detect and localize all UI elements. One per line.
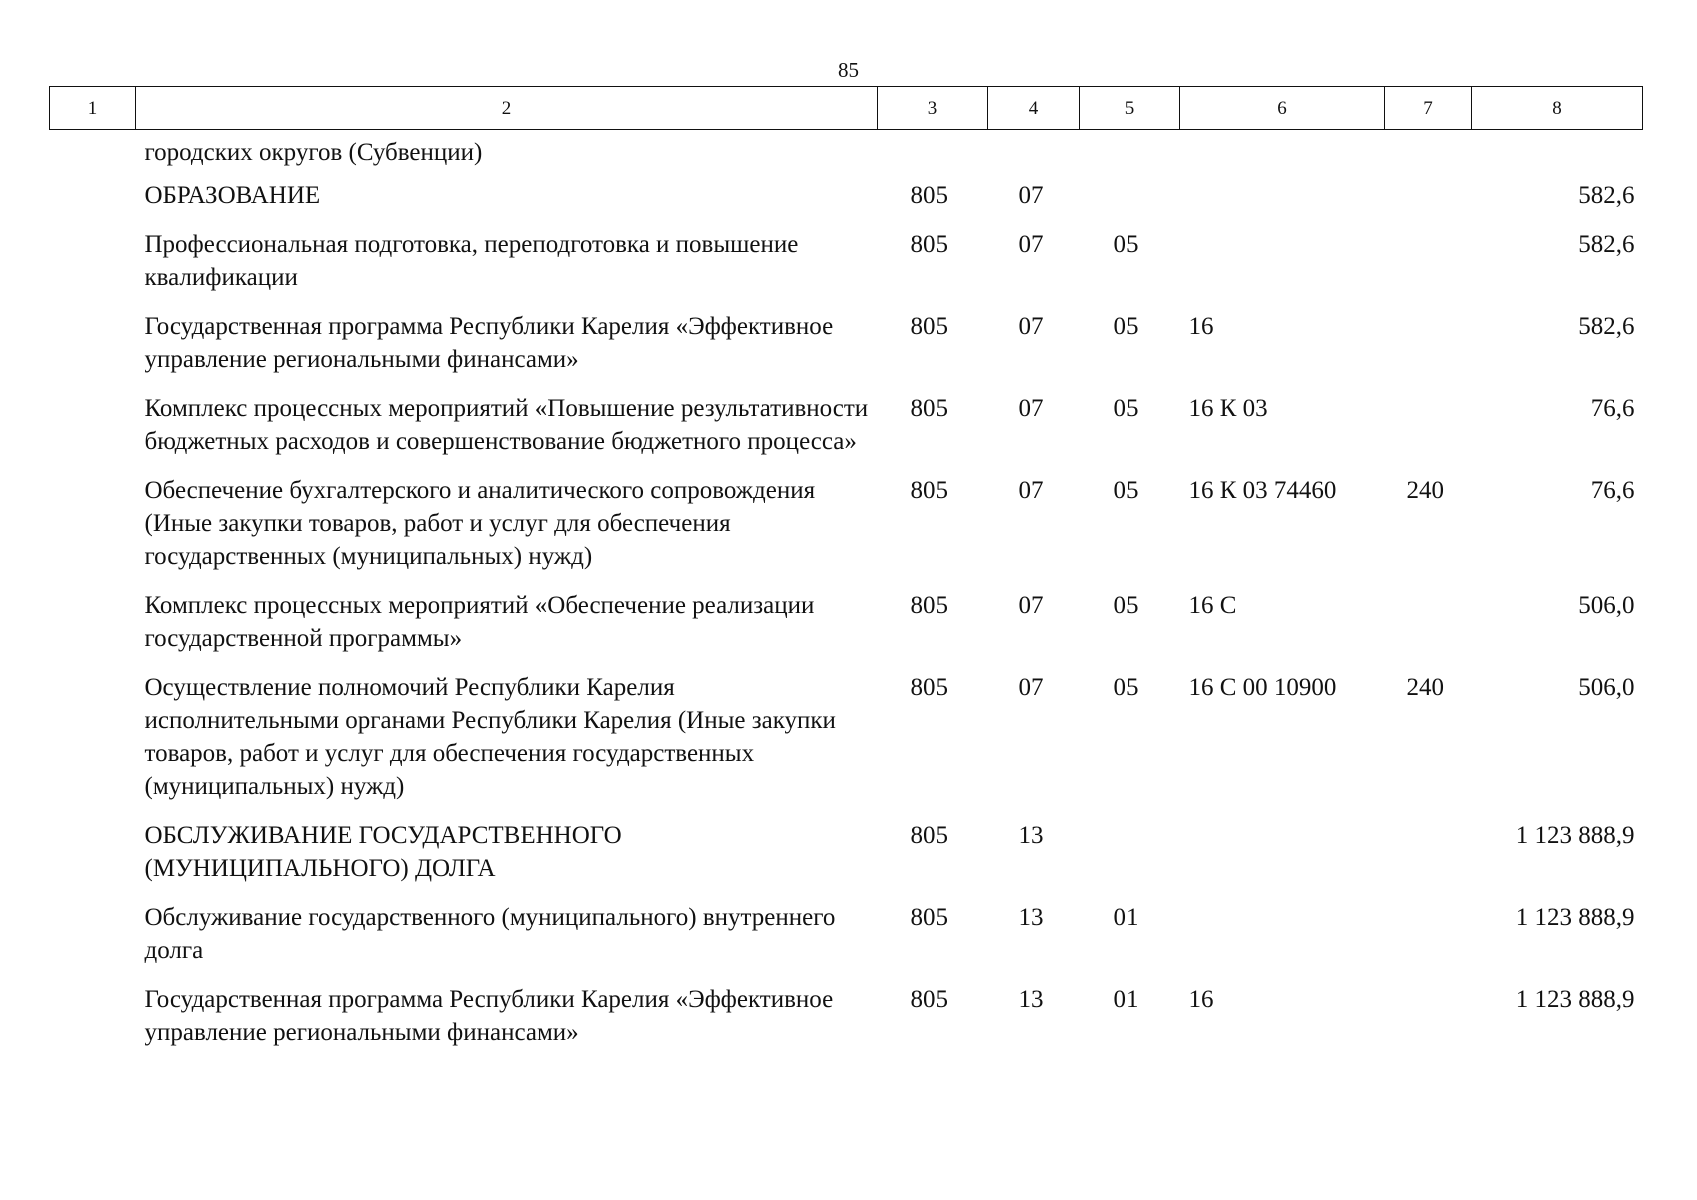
column-header-1: 1 [50, 87, 136, 130]
row-gr: 805 [910, 904, 948, 931]
row-sum: 76,6 [1590, 395, 1635, 422]
row-sum: 1 123 888,9 [1515, 904, 1635, 931]
table-row [50, 819, 1643, 901]
row-sum: 582,6 [1578, 313, 1635, 340]
row-vr [1385, 392, 1472, 474]
row-gr: 805 [910, 674, 948, 701]
row-gr: 805 [910, 313, 948, 340]
row-rz [988, 130, 1080, 180]
row-number [50, 228, 136, 310]
row-rz: 13 [1018, 822, 1044, 849]
row-vr: 240 [1406, 674, 1444, 701]
row-cs [1180, 228, 1385, 310]
table-row [50, 392, 1643, 474]
row-gr: 805 [910, 986, 948, 1013]
row-pr: 01 [1113, 904, 1139, 931]
row-rz: 07 [1018, 395, 1044, 422]
row-rz: 13 [1018, 904, 1044, 931]
row-cs [1180, 130, 1385, 180]
table-row [50, 671, 1643, 819]
row-name: Государственная программа Республики Карелия «Эффективное управление региональными финансами» [144, 986, 834, 1046]
row-number [50, 983, 136, 1065]
row-gr: 805 [910, 182, 948, 209]
row-pr: 05 [1113, 231, 1139, 258]
row-sum: 76,6 [1590, 477, 1635, 504]
row-rz: 07 [1018, 231, 1044, 258]
row-sum: 1 123 888,9 [1515, 986, 1635, 1013]
table-row [50, 901, 1643, 983]
column-header-6: 6 [1180, 87, 1385, 130]
table-row [50, 589, 1643, 671]
table-row [50, 474, 1643, 589]
row-name: Комплекс процессных мероприятий «Обеспечение реализации государственной программы» [144, 592, 815, 652]
row-sum: 582,6 [1578, 182, 1635, 209]
column-header-5: 5 [1080, 87, 1180, 130]
row-vr: 240 [1406, 477, 1444, 504]
row-cs [1180, 901, 1385, 983]
row-name: Комплекс процессных мероприятий «Повышение результативности бюджетных расходов и совершенствование бюджетного процесса» [144, 395, 869, 455]
column-header-7: 7 [1385, 87, 1472, 130]
row-number [50, 474, 136, 589]
row-sum: 506,0 [1578, 592, 1635, 619]
row-name: Осуществление полномочий Республики Карелия исполнительными органами Республики Карелия (Иные закупки товаров, работ и услуг для обеспечения государственных (муниципальных) нужд) [144, 674, 836, 800]
row-vr [1385, 179, 1472, 228]
row-rz: 07 [1018, 592, 1044, 619]
row-name: ОБРАЗОВАНИЕ [144, 182, 321, 209]
row-pr: 05 [1113, 674, 1139, 701]
row-number [50, 310, 136, 392]
row-name: Профессиональная подготовка, переподготовка и повышение квалификации [144, 231, 799, 291]
table-row [50, 983, 1643, 1065]
row-gr: 805 [910, 477, 948, 504]
table-row [50, 130, 1643, 180]
row-number [50, 130, 136, 180]
table-row [50, 179, 1643, 228]
row-rz: 13 [1018, 986, 1044, 1013]
row-cs [1180, 819, 1385, 901]
row-number [50, 671, 136, 819]
row-pr: 05 [1113, 477, 1139, 504]
row-cs: 16 К 03 [1188, 395, 1268, 422]
row-name: Обслуживание государственного (муниципального) внутреннего долга [144, 904, 836, 964]
page-number: 85 [838, 58, 859, 82]
table-row [50, 310, 1643, 392]
row-rz: 07 [1018, 182, 1044, 209]
row-number [50, 901, 136, 983]
row-gr: 805 [910, 395, 948, 422]
row-gr: 805 [910, 822, 948, 849]
row-name: Обеспечение бухгалтерского и аналитического сопровождения (Иные закупки товаров, работ и услуг для обеспечения государственных (муниципальных) нужд) [144, 477, 816, 570]
row-number [50, 392, 136, 474]
row-gr: 805 [910, 231, 948, 258]
row-cs: 16 С [1188, 592, 1237, 619]
row-sum: 506,0 [1578, 674, 1635, 701]
column-header-2: 2 [136, 87, 878, 130]
budget-table [49, 86, 1643, 1065]
row-number [50, 589, 136, 671]
column-header-8: 8 [1472, 87, 1643, 130]
table-row [50, 228, 1643, 310]
row-pr: 05 [1113, 313, 1139, 340]
row-rz: 07 [1018, 313, 1044, 340]
row-gr [878, 130, 988, 180]
row-name: городских округов (Субвенции) [144, 139, 483, 166]
row-vr [1385, 589, 1472, 671]
table-header [50, 87, 1643, 130]
row-vr [1385, 130, 1472, 180]
row-cs: 16 К 03 74460 [1188, 477, 1337, 504]
row-vr [1385, 228, 1472, 310]
row-cs [1180, 179, 1385, 228]
row-name: ОБСЛУЖИВАНИЕ ГОСУДАРСТВЕННОГО (МУНИЦИПАЛЬНОГО) ДОЛГА [144, 822, 622, 882]
row-pr: 05 [1113, 592, 1139, 619]
row-cs: 16 С 00 10900 [1188, 674, 1337, 701]
row-pr: 05 [1113, 395, 1139, 422]
row-vr [1385, 819, 1472, 901]
column-header-4: 4 [988, 87, 1080, 130]
row-sum: 582,6 [1578, 231, 1635, 258]
row-vr [1385, 983, 1472, 1065]
header-row [50, 87, 1643, 130]
row-vr [1385, 901, 1472, 983]
table-body [50, 130, 1643, 1066]
row-pr [1080, 819, 1180, 901]
row-vr [1385, 310, 1472, 392]
row-sum: 1 123 888,9 [1515, 822, 1635, 849]
row-gr: 805 [910, 592, 948, 619]
row-pr [1080, 179, 1180, 228]
row-cs: 16 [1188, 313, 1214, 340]
column-header-3: 3 [878, 87, 988, 130]
row-cs: 16 [1188, 986, 1214, 1013]
row-name: Государственная программа Республики Карелия «Эффективное управление региональными финансами» [144, 313, 834, 373]
row-pr: 01 [1113, 986, 1139, 1013]
row-number [50, 819, 136, 901]
row-pr [1080, 130, 1180, 180]
row-rz: 07 [1018, 477, 1044, 504]
row-number [50, 179, 136, 228]
row-rz: 07 [1018, 674, 1044, 701]
row-sum [1472, 130, 1643, 180]
